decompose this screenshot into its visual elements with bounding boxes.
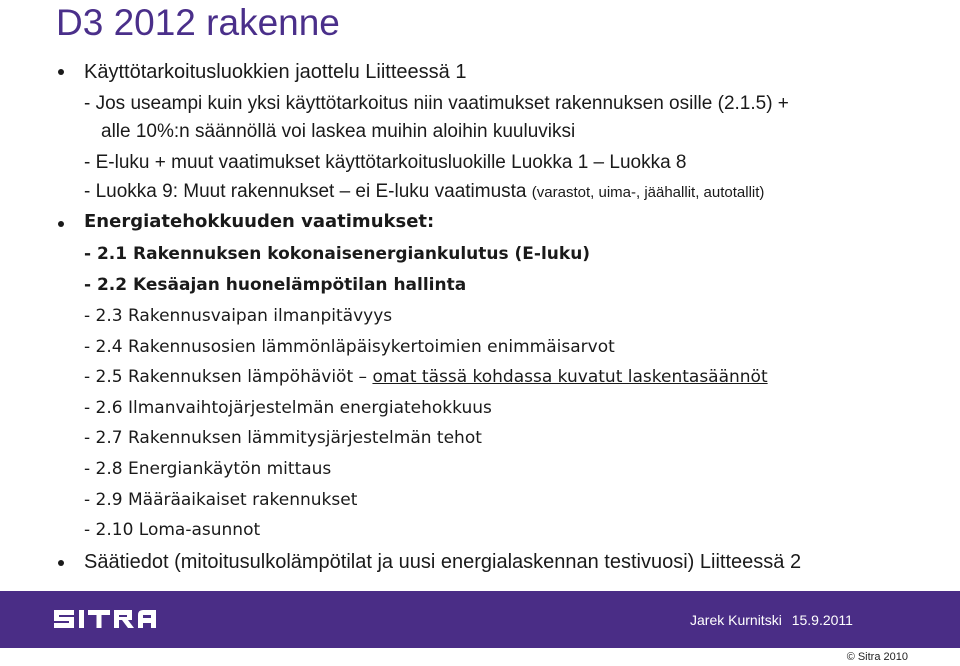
sub-item-class-9 xyxy=(84,182,764,201)
requirement-2-2: - 2.2 Kesäajan huonelämpötilan hallinta xyxy=(84,275,467,295)
requirement-2-3: - 2.3 Rakennusvaipan ilmanpitävyys xyxy=(84,306,393,326)
bullet-energy-requirements: Energiatehokkuuden vaatimukset: xyxy=(84,211,435,232)
presenter-info xyxy=(690,612,853,628)
copyright-notice: © Sitra 2010 xyxy=(846,651,908,663)
presentation-date: 15.9.2011 xyxy=(791,612,853,628)
bullet-dot xyxy=(58,560,64,566)
bullet-weather-data: Säätiedot (mitoitusulkolämpötilat ja uusi energialaskennan testivuosi) Liitteessä 2 xyxy=(84,551,802,573)
requirement-2-8: - 2.8 Energiankäytön mittaus xyxy=(84,459,332,479)
requirement-2-9: - 2.9 Määräaikaiset rakennukset xyxy=(84,490,358,510)
bullet-usage-classes: Käyttötarkoitusluokkien jaottelu Liitteessä 1 xyxy=(84,61,467,83)
sub-item-multiple-uses: - Jos useampi kuin yksi käyttötarkoitus niin vaatimukset rakennuksen osille (2.1.5) + xyxy=(84,93,789,114)
sub-item-e-luku-classes: - E-luku + muut vaatimukset käyttötarkoitusluokille Luokka 1 – Luokka 8 xyxy=(84,152,687,173)
sitra-logo xyxy=(52,604,176,634)
requirement-2-1: - 2.1 Rakennuksen kokonaisenergiankulutus (E-luku) xyxy=(84,244,591,264)
requirement-2-10: - 2.10 Loma-asunnot xyxy=(84,520,261,540)
requirement-2-7: - 2.7 Rakennuksen lämmitysjärjestelmän tehot xyxy=(84,428,482,448)
requirement-2-5-note: omat tässä kohdassa kuvatut laskentasäännöt xyxy=(372,367,768,387)
slide-title: D3 2012 rakenne xyxy=(56,2,340,43)
bullet-dot xyxy=(58,69,64,75)
requirement-2-6: - 2.6 Ilmanvaihtojärjestelmän energiatehokkuus xyxy=(84,398,492,418)
class-9-text: - Luokka 9: Muut rakennukset – ei E-luku vaatimusta xyxy=(84,181,527,202)
requirement-2-4: - 2.4 Rakennusosien lämmönläpäisykertoimien enimmäisarvot xyxy=(84,337,615,357)
author-name: Jarek Kurnitski xyxy=(690,612,782,628)
requirement-2-5 xyxy=(84,369,768,386)
class-9-note: (varastot, uima-, jäähallit, autotallit) xyxy=(531,184,765,201)
sub-item-multiple-uses-cont: alle 10%:n säännöllä voi laskea muihin aloihin kuuluviksi xyxy=(101,121,576,142)
dash-glyph: – xyxy=(358,367,373,387)
bullet-dot xyxy=(58,221,64,227)
requirement-2-5-label: - 2.5 Rakennuksen lämpöhäviöt xyxy=(84,367,359,387)
